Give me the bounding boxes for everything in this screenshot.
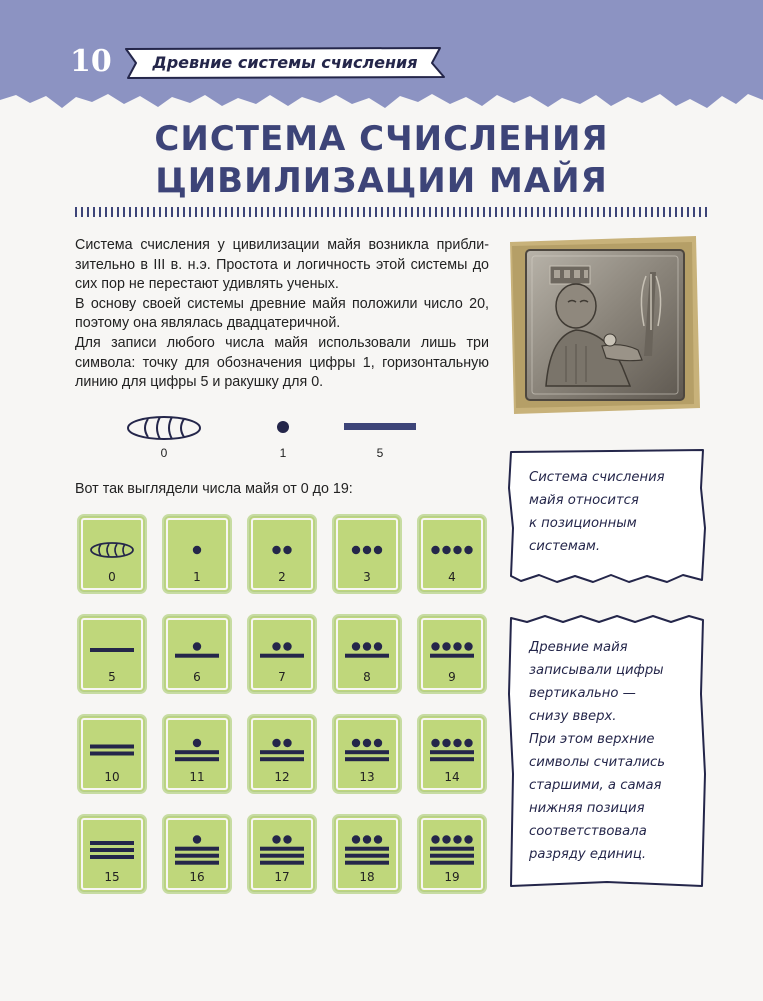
numeral-tile-9 — [417, 614, 487, 694]
bar-symbol-label: 5 — [376, 446, 384, 460]
note-line: нижняя позиция — [529, 801, 645, 816]
numeral-label: 1 — [193, 570, 201, 584]
shell-symbol-icon — [126, 415, 202, 441]
numeral-label: 12 — [274, 770, 290, 784]
bar-mark — [175, 750, 219, 754]
numeral-glyph-icon — [249, 626, 315, 676]
note-line: соответствовала — [529, 824, 647, 839]
numeral-label: 3 — [363, 570, 371, 584]
note-positional — [507, 448, 707, 584]
bar-mark — [90, 841, 134, 845]
note-line: системам. — [529, 539, 601, 554]
dot-mark — [453, 546, 461, 554]
shell-groove — [115, 544, 117, 556]
dot-mark — [352, 835, 360, 843]
dot-mark — [352, 642, 360, 650]
dot-mark — [442, 546, 450, 554]
shell-groove — [99, 544, 101, 556]
dot-mark — [464, 739, 472, 747]
dot-mark — [272, 739, 280, 747]
numeral-label: 17 — [274, 870, 290, 884]
numeral-glyph-icon — [164, 626, 230, 676]
numeral-label: 11 — [189, 770, 205, 784]
dot-mark — [442, 642, 450, 650]
note-positional-text — [529, 466, 665, 558]
numeral-tile-16 — [162, 814, 232, 894]
dot-mark — [374, 835, 382, 843]
numeral-glyph-icon — [79, 826, 145, 876]
dot-mark — [431, 739, 439, 747]
note-line: разряду единиц. — [529, 847, 647, 862]
bar-mark — [345, 750, 389, 754]
bar-mark — [430, 750, 474, 754]
numeral-tile-8 — [332, 614, 402, 694]
bar-mark — [90, 648, 134, 652]
numeral-label: 15 — [104, 870, 120, 884]
dot-mark — [453, 642, 461, 650]
bar-mark — [260, 654, 304, 658]
bar-mark — [345, 861, 389, 865]
note-line: Система счисления — [529, 470, 665, 485]
dot-mark — [374, 546, 382, 554]
note-line: к позиционным — [529, 516, 637, 531]
dot-mark — [431, 546, 439, 554]
title-divider — [75, 207, 708, 217]
intro-paragraph: Для записи любого числа майя использовали лишь три символа: точку для обозначения цифры 1, горизонтальную линию для цифры 5 и ракушку для 0. — [75, 334, 489, 391]
dot-mark — [363, 835, 371, 843]
dot-mark — [464, 642, 472, 650]
bar-mark — [345, 757, 389, 761]
numeral-glyph-icon — [164, 826, 230, 876]
dot-mark — [374, 642, 382, 650]
note-writing-order — [507, 614, 707, 890]
dot-mark — [431, 835, 439, 843]
numeral-glyph-icon — [334, 726, 400, 776]
numeral-glyph-icon — [334, 526, 400, 576]
dot-mark — [431, 642, 439, 650]
numeral-glyph-icon — [249, 826, 315, 876]
dot-mark — [442, 739, 450, 747]
dot-mark — [363, 642, 371, 650]
bar-mark — [345, 654, 389, 658]
page-number: 10 — [70, 44, 112, 79]
bar-mark — [175, 757, 219, 761]
numeral-glyph-icon — [419, 826, 485, 876]
bar-mark — [175, 654, 219, 658]
bar-mark — [90, 745, 134, 749]
numeral-label: 13 — [359, 770, 375, 784]
intro-paragraph: Система счисления у цивилизации майя возникла прибли-зительно в III в. н.э. Простота и логичность этой системы до сих пор не перестают удивлять ученых. — [75, 237, 489, 293]
numeral-tile-17 — [247, 814, 317, 894]
dot-mark — [453, 739, 461, 747]
numeral-label: 8 — [363, 670, 371, 684]
numeral-tile-6 — [162, 614, 232, 694]
numeral-tile-13 — [332, 714, 402, 794]
shell-icon — [91, 543, 133, 557]
note-writing-order-text — [529, 636, 665, 866]
numeral-glyph-icon — [419, 526, 485, 576]
note-line: символы считались — [529, 755, 666, 770]
numeral-tile-3 — [332, 514, 402, 594]
chapter-title: Древние системы счисления — [152, 53, 418, 72]
shell-groove — [123, 544, 125, 556]
numeral-glyph-icon — [79, 526, 145, 576]
numeral-tile-18 — [332, 814, 402, 894]
numeral-tile-14 — [417, 714, 487, 794]
numeral-glyph-icon — [334, 826, 400, 876]
numeral-tile-4 — [417, 514, 487, 594]
intro-paragraph: В основу своей системы древние майя положили число 20, поэтому она являлась двадцатеричной. — [75, 295, 489, 332]
dot-symbol-label: 1 — [279, 446, 287, 460]
chapter-tab — [122, 46, 448, 80]
numeral-glyph-icon — [164, 726, 230, 776]
numeral-label: 7 — [278, 670, 286, 684]
numeral-glyph-icon — [164, 526, 230, 576]
dot-mark — [283, 835, 291, 843]
dot-mark — [374, 739, 382, 747]
bar-mark — [90, 752, 134, 756]
note-line: снизу вверх. — [529, 709, 617, 724]
bar-mark — [260, 861, 304, 865]
dot-mark — [272, 835, 280, 843]
shell-groove — [107, 544, 109, 556]
dot-mark — [363, 739, 371, 747]
numeral-tile-7 — [247, 614, 317, 694]
numeral-label: 18 — [359, 870, 375, 884]
bar-mark — [260, 750, 304, 754]
numeral-glyph-icon — [419, 726, 485, 776]
bar-mark — [175, 861, 219, 865]
bar-mark — [175, 847, 219, 851]
dot-mark — [363, 546, 371, 554]
numeral-label: 5 — [108, 670, 116, 684]
numeral-label: 10 — [104, 770, 120, 784]
note-line: майя относится — [529, 493, 639, 508]
numeral-tile-10 — [77, 714, 147, 794]
dot-mark — [283, 739, 291, 747]
numeral-glyph-icon — [334, 626, 400, 676]
bar-mark — [260, 757, 304, 761]
bar-symbol-icon — [344, 422, 416, 432]
bar-mark — [430, 654, 474, 658]
dot-mark — [193, 739, 201, 747]
dot-mark — [352, 546, 360, 554]
dot-mark — [283, 642, 291, 650]
dot-mark — [193, 642, 201, 650]
bar-mark — [90, 848, 134, 852]
numeral-label: 6 — [193, 670, 201, 684]
dot-mark — [272, 642, 280, 650]
numeral-label: 14 — [444, 770, 460, 784]
dot-mark — [442, 835, 450, 843]
numeral-tile-0 — [77, 514, 147, 594]
note-line: записывали цифры — [529, 663, 664, 678]
numeral-tile-1 — [162, 514, 232, 594]
dot-mark — [193, 835, 201, 843]
page-title-line-2: ЦИВИЛИЗАЦИИ МАЙЯ — [155, 161, 608, 201]
intro-text — [75, 236, 489, 393]
bar-mark — [260, 854, 304, 858]
mayan-relief-image — [506, 236, 702, 416]
numeral-glyph-icon — [249, 526, 315, 576]
numerals-caption: Вот так выглядели числа майя от 0 до 19: — [75, 481, 353, 497]
numeral-glyph-icon — [249, 726, 315, 776]
bar-mark — [430, 757, 474, 761]
dot-mark — [193, 546, 201, 554]
bar-mark — [90, 855, 134, 859]
numeral-tile-19 — [417, 814, 487, 894]
numeral-tile-15 — [77, 814, 147, 894]
numeral-label: 4 — [448, 570, 456, 584]
numeral-tile-2 — [247, 514, 317, 594]
numeral-glyph-icon — [79, 726, 145, 776]
bar-mark — [430, 847, 474, 851]
numeral-tile-11 — [162, 714, 232, 794]
dot-mark — [464, 546, 472, 554]
numeral-label: 16 — [189, 870, 205, 884]
numeral-label: 2 — [278, 570, 286, 584]
numeral-tile-5 — [77, 614, 147, 694]
note-line: старшими, а самая — [529, 778, 662, 793]
note-line: Древние майя — [529, 640, 628, 655]
numeral-label: 19 — [444, 870, 460, 884]
dot-symbol-icon — [276, 420, 290, 434]
numeral-glyph-icon — [79, 626, 145, 676]
bar-mark — [345, 854, 389, 858]
bar-mark — [430, 854, 474, 858]
bar-mark — [260, 847, 304, 851]
shell-symbol-label: 0 — [160, 446, 168, 460]
page-title-line-1: СИСТЕМА СЧИСЛЕНИЯ — [154, 119, 609, 159]
numeral-label: 9 — [448, 670, 456, 684]
bar-mark — [430, 861, 474, 865]
note-line: вертикально — — [529, 686, 636, 701]
bar-mark — [345, 847, 389, 851]
numeral-label: 0 — [108, 570, 116, 584]
bar-mark — [175, 854, 219, 858]
note-line: При этом верхние — [529, 732, 655, 747]
page-title — [0, 118, 763, 202]
numeral-tile-12 — [247, 714, 317, 794]
dot-mark — [453, 835, 461, 843]
dot-mark — [272, 546, 280, 554]
dot-mark — [352, 739, 360, 747]
dot-mark — [283, 546, 291, 554]
dot-mark — [464, 835, 472, 843]
numeral-glyph-icon — [419, 626, 485, 676]
